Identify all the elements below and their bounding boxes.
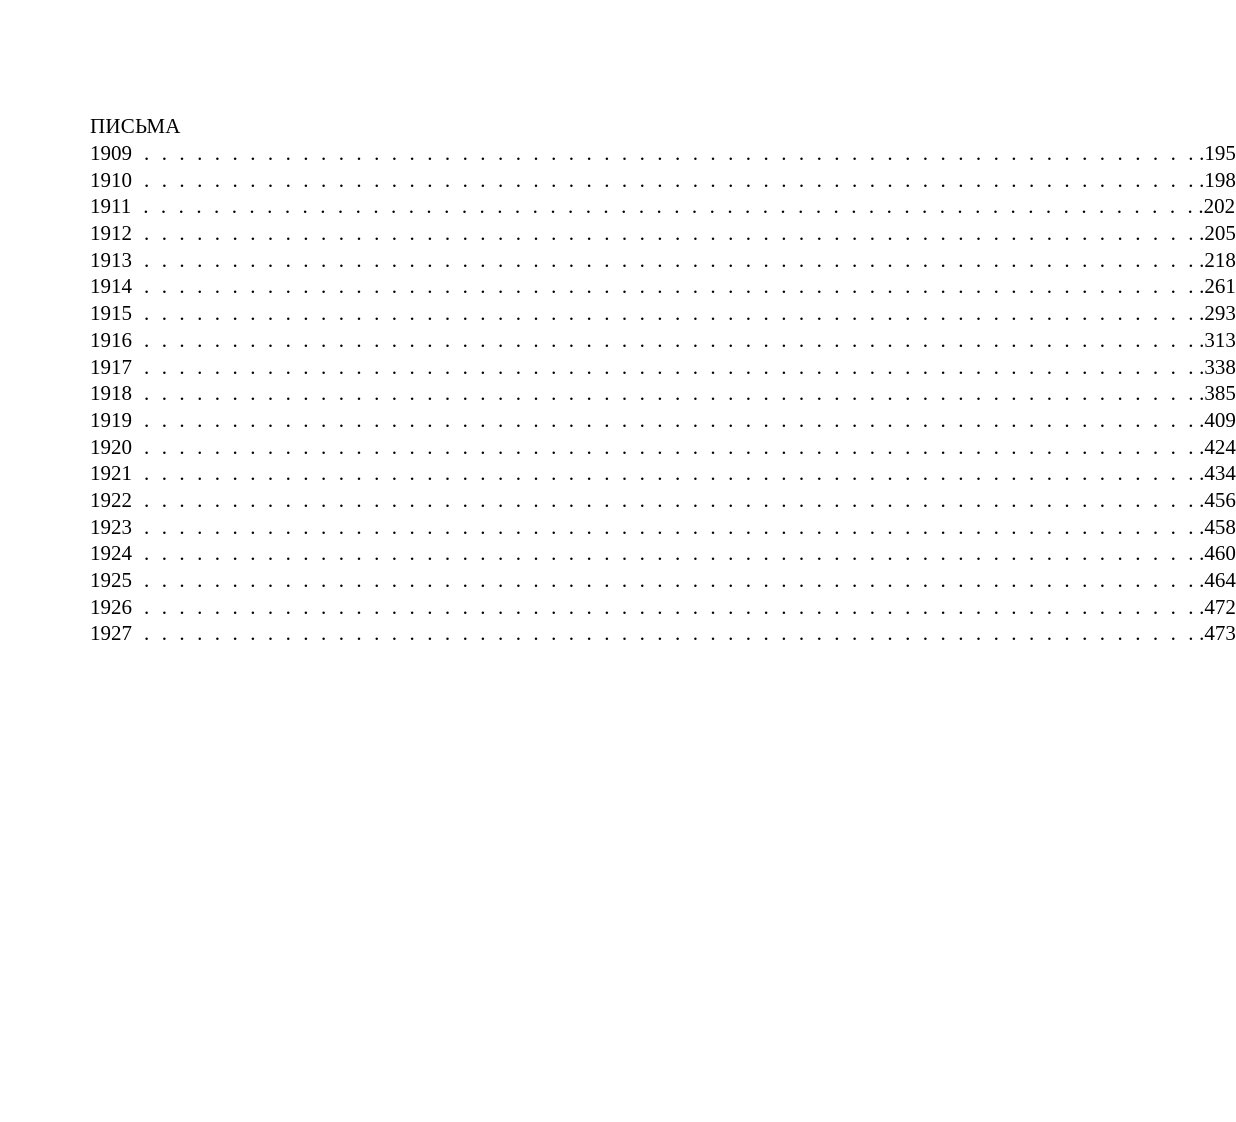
toc-entry-year: 1923 <box>90 514 132 539</box>
toc-entry-year: 1921 <box>90 461 132 486</box>
toc-entry-page: .218 <box>1199 247 1236 272</box>
dot-leader: . . . . . . . . . . . . . . . . . . . . . . . . . . . . . . . . . . . . . . . . . . . . . . . . . . . . . . . . . . . . <box>144 434 1198 459</box>
toc-entry-page: .472 <box>1199 594 1236 619</box>
toc-entry <box>90 167 1236 194</box>
toc-entry <box>90 273 1236 300</box>
toc-entry-page: .409 <box>1199 407 1236 432</box>
dot-leader: . . . . . . . . . . . . . . . . . . . . . . . . . . . . . . . . . . . . . . . . . . . . . . . . . . . . . . . . . . . . <box>144 514 1198 539</box>
toc-entry-year: 1917 <box>90 354 132 379</box>
toc-entry <box>90 567 1236 594</box>
toc-entry-year: 1920 <box>90 434 132 459</box>
dot-leader: . . . . . . . . . . . . . . . . . . . . . . . . . . . . . . . . . . . . . . . . . . . . . . . . . . . . . . . . . . . . <box>144 621 1198 646</box>
toc-entry-year: 1927 <box>90 621 132 646</box>
toc-entry-page: .338 <box>1199 354 1236 379</box>
dot-leader: . . . . . . . . . . . . . . . . . . . . . . . . . . . . . . . . . . . . . . . . . . . . . . . . . . . . . . . . . . . . <box>144 568 1198 592</box>
toc-entry-page: .198 <box>1199 167 1236 192</box>
dot-leader: . . . . . . . . . . . . . . . . . . . . . . . . . . . . . . . . . . . . . . . . . . . . . . . . . . . . . . . . . . . . <box>144 594 1198 619</box>
toc-entry-year: 1925 <box>90 568 132 592</box>
toc-entry-year: 1909 <box>90 141 132 165</box>
dot-leader: . . . . . . . . . . . . . . . . . . . . . . . . . . . . . . . . . . . . . . . . . . . . . . . . . . . . . . . . . . . . <box>144 301 1198 326</box>
toc-entry <box>90 220 1236 247</box>
toc-entry <box>90 407 1236 434</box>
toc-entry-year: 1911 <box>90 194 132 219</box>
toc-entry-page: .195 <box>1199 141 1236 165</box>
toc-entry-year: 1926 <box>90 594 132 619</box>
dot-leader: . . . . . . . . . . . . . . . . . . . . . . . . . . . . . . . . . . . . . . . . . . . . . . . . . . . . . . . . . . . . <box>144 407 1198 432</box>
toc-entry <box>90 380 1236 407</box>
toc-entry-page: .424 <box>1199 434 1236 459</box>
dot-leader: . . . . . . . . . . . . . . . . . . . . . . . . . . . . . . . . . . . . . . . . . . . . . . . . . . . . . . . . . . . . <box>144 221 1198 246</box>
toc-entry-page: .205 <box>1199 221 1236 246</box>
toc-entry-year: 1922 <box>90 487 132 512</box>
dot-leader: . . . . . . . . . . . . . . . . . . . . . . . . . . . . . . . . . . . . . . . . . . . . . . . . . . . . . . . . . . . . <box>144 461 1198 486</box>
toc-entry <box>90 487 1236 514</box>
toc-entry <box>90 354 1236 381</box>
dot-leader: . . . . . . . . . . . . . . . . . . . . . . . . . . . . . . . . . . . . . . . . . . . . . . . . . . . . . . . . . . . . <box>144 541 1198 566</box>
dot-leader: . . . . . . . . . . . . . . . . . . . . . . . . . . . . . . . . . . . . . . . . . . . . . . . . . . . . . . . . . . . . <box>143 194 1197 219</box>
dot-leader: . . . . . . . . . . . . . . . . . . . . . . . . . . . . . . . . . . . . . . . . . . . . . . . . . . . . . . . . . . . . <box>144 167 1198 192</box>
toc-entry <box>90 620 1236 647</box>
toc-entry-page: .458 <box>1199 514 1236 539</box>
toc-entry-page: .313 <box>1199 327 1236 352</box>
toc-entry-page: .473 <box>1199 621 1236 646</box>
toc-entry <box>90 434 1236 461</box>
dot-leader: . . . . . . . . . . . . . . . . . . . . . . . . . . . . . . . . . . . . . . . . . . . . . . . . . . . . . . . . . . . . <box>144 327 1198 352</box>
toc-entry <box>90 193 1236 220</box>
dot-leader: . . . . . . . . . . . . . . . . . . . . . . . . . . . . . . . . . . . . . . . . . . . . . . . . . . . . . . . . . . . . <box>144 247 1198 272</box>
toc-entry-page: .434 <box>1199 461 1236 486</box>
toc-entry <box>90 327 1236 354</box>
toc-entry <box>90 594 1236 621</box>
toc-entry-year: 1918 <box>90 381 132 406</box>
toc-entry <box>90 247 1236 274</box>
toc-entry <box>90 514 1236 541</box>
toc-entry-page: .293 <box>1199 301 1236 326</box>
toc-entry <box>90 300 1236 327</box>
toc-list <box>90 140 1236 647</box>
dot-leader: . . . . . . . . . . . . . . . . . . . . . . . . . . . . . . . . . . . . . . . . . . . . . . . . . . . . . . . . . . . . <box>144 274 1198 299</box>
toc-entry-year: 1912 <box>90 221 132 246</box>
toc-entry <box>90 540 1236 567</box>
toc-entry-page: .385 <box>1199 381 1236 406</box>
dot-leader: . . . . . . . . . . . . . . . . . . . . . . . . . . . . . . . . . . . . . . . . . . . . . . . . . . . . . . . . . . . . <box>144 354 1198 379</box>
section-title: ПИСЬМА <box>90 114 181 138</box>
toc-entry <box>90 460 1236 487</box>
toc-entry-page: .261 <box>1199 274 1236 299</box>
table-of-contents <box>90 112 1236 647</box>
toc-entry-page: .456 <box>1199 487 1236 512</box>
toc-entry-page: .464 <box>1199 568 1236 592</box>
toc-entry-year: 1910 <box>90 167 132 192</box>
dot-leader: . . . . . . . . . . . . . . . . . . . . . . . . . . . . . . . . . . . . . . . . . . . . . . . . . . . . . . . . . . . . <box>144 487 1198 512</box>
toc-entry-year: 1915 <box>90 301 132 326</box>
dot-leader: . . . . . . . . . . . . . . . . . . . . . . . . . . . . . . . . . . . . . . . . . . . . . . . . . . . . . . . . . . . . <box>144 381 1198 406</box>
toc-entry-year: 1914 <box>90 274 132 299</box>
toc-entry-page: .460 <box>1199 541 1236 566</box>
dot-leader: . . . . . . . . . . . . . . . . . . . . . . . . . . . . . . . . . . . . . . . . . . . . . . . . . . . . . . . . . . . . <box>144 141 1198 165</box>
toc-entry-year: 1919 <box>90 407 132 432</box>
toc-entry-page: .202 <box>1198 194 1236 219</box>
toc-entry-year: 1916 <box>90 327 132 352</box>
toc-entry-year: 1924 <box>90 541 132 566</box>
toc-entry-year: 1913 <box>90 247 132 272</box>
toc-entry <box>90 140 1236 167</box>
